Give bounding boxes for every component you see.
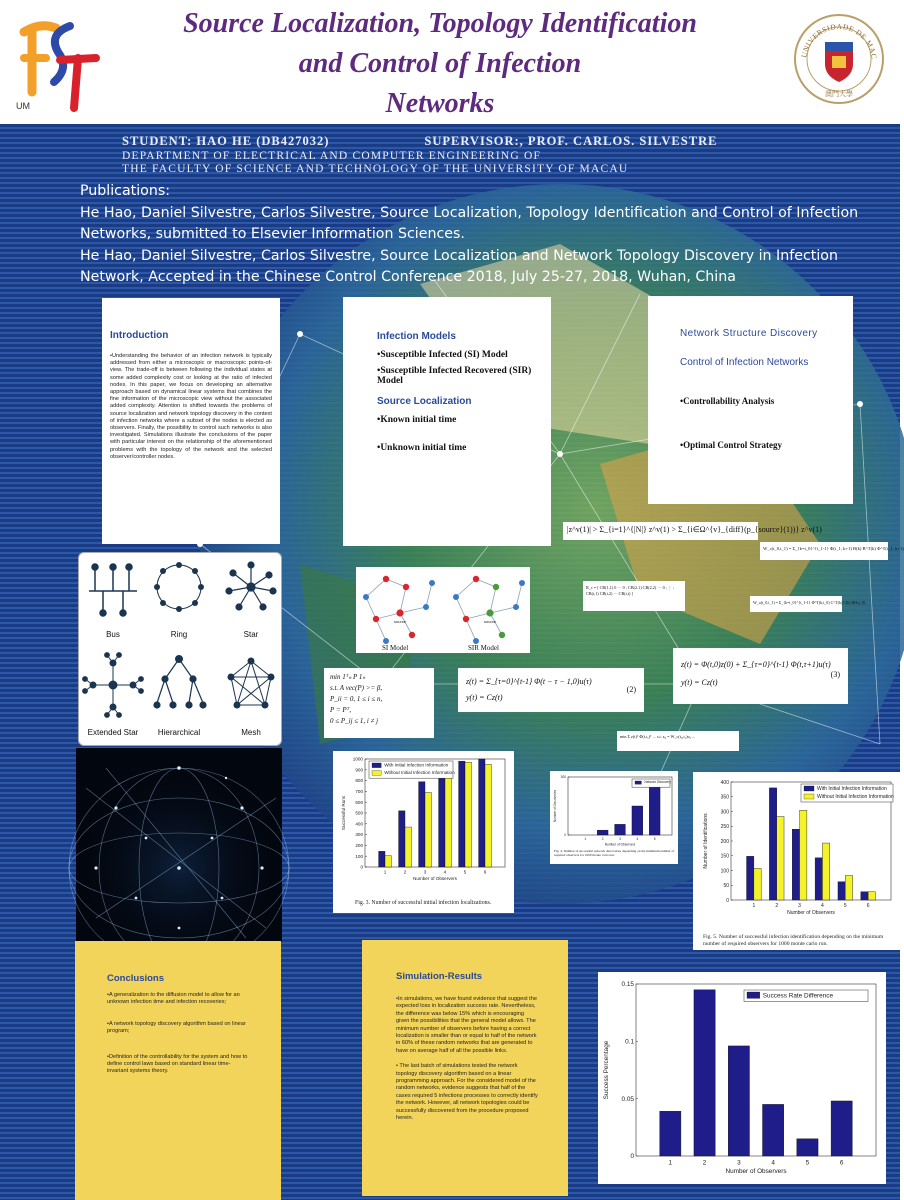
bar [797, 1139, 818, 1156]
x-tick-label: 2 [601, 837, 604, 842]
x-tick-label: 1 [383, 869, 387, 875]
bar [822, 843, 829, 900]
y-tick-label: 250 [720, 824, 729, 830]
publication-item: He Hao, Daniel Silvestre, Carlos Silvestre, Source Localization, Topology Identification and Control of Infection Networks, submitted to Elsevier Information Sciences. [80, 204, 859, 242]
bar [769, 788, 776, 900]
x-axis-label: Number of Observers [725, 1167, 787, 1175]
legend-swatch [747, 992, 760, 998]
star-topology-icon [226, 562, 276, 610]
y-tick-label: 0 [360, 864, 363, 870]
topology-label: Bus [106, 630, 120, 639]
fig4-caption: Fig. 4. Number of successful network discoveries depending on the minimum number of required observers for 1000 monte carlo run. [554, 849, 675, 858]
poster-header [0, 0, 900, 124]
topology-diagrams [79, 553, 283, 747]
simulation-results-heading: Simulation-Results [396, 971, 483, 982]
y-tick-label: 600 [355, 799, 363, 805]
bar [792, 829, 799, 900]
bar [845, 876, 852, 900]
university-of-macau-seal [792, 12, 886, 106]
publications-heading: Publications: [80, 183, 171, 199]
network-structure-panel [648, 296, 853, 504]
si-sir-network-figure [356, 567, 530, 653]
y-axis-label: Successful Runs [341, 795, 346, 831]
conclusion-item: •Definition of the controllability for the system and how to define control laws based on standard linear time-invariant systems theory. [107, 1053, 248, 1075]
introduction-text: •Understanding the behavior of an infection network is typically addressed from either a microscopic or macroscopic points-of-view. The trade-off is between following the individual states at some added complexity cost or looking at the ratio of infected nodes. In this paper, we focus on developing an alternative approach based on dynamical linear systems that combines the fine information of the microscopic view without the associated added complexity. Attention is shifted towards the problems of source localization and network topology discovery in the context of infection networks where a subset of the nodes is elected as observers. Finally, the possibility to control such networks is also investigated. Simulations illustrate the conclusions of the paper with particular interest on the relationship of the aforementioned problems with the topology of the network and the selected observer/controller nodes. [110, 353, 272, 460]
legend [744, 990, 868, 1001]
author-line [122, 134, 842, 149]
extended-star-topology-icon [83, 653, 144, 718]
legend-label: With Initial Infection Information [384, 762, 449, 768]
equation-gramian-c [760, 542, 904, 560]
figure-4 [550, 771, 678, 864]
topology-label: Mesh [241, 728, 261, 737]
y-tick-label: 900 [355, 767, 363, 773]
bar [728, 1046, 749, 1156]
x-tick-label: 4 [821, 903, 824, 909]
optimal-control-item: •Optimal Control Strategy [680, 440, 782, 450]
legend [369, 761, 455, 778]
network-structure-heading: Network Structure Discovery [680, 328, 818, 339]
equation-3-line: z(t) = Φ(t,0)z(0) + Σ_{τ=0}^{t-1} Φ(t,τ+1)u(τ) [681, 660, 831, 669]
y-axis-label: Success Percentage [603, 1040, 610, 1100]
y-axis-label: Number of Discoveries [553, 789, 557, 823]
bar [800, 810, 807, 900]
topology-label: Ring [170, 630, 188, 639]
equation-2 [458, 668, 644, 712]
mesh-topology-icon [228, 658, 274, 708]
student-name: STUDENT: HAO HE (DB427032) [122, 134, 330, 148]
sir-model-label: SIR Model [468, 644, 499, 652]
y-tick-label: 400 [720, 779, 729, 786]
x-tick-label: 1 [584, 837, 587, 842]
y-tick-label: 350 [720, 794, 729, 801]
legend-label: Without Initial Infection Information [384, 770, 455, 776]
y-tick-label: 50 [723, 883, 729, 889]
bar [649, 787, 660, 835]
x-axis-label: Number of Observers [604, 842, 636, 847]
equation-matrix-text: R_c = [ CB(1,1) 0 ··· 0 ; CB(2,1) CB(2,2) ··· 0 ; ⋮ ; CB(t,1) CB(t,2) ··· CB(t,t) ] [586, 585, 675, 596]
y-tick-label: 0.05 [621, 1095, 634, 1103]
equation-small [617, 731, 739, 751]
bar [479, 759, 485, 867]
x-tick-label: 2 [702, 1159, 707, 1167]
source-item-known: •Known initial time [377, 415, 457, 425]
lp-constraint: s.t. A vec(P) >= β, [330, 684, 383, 692]
legend-label: Network Discovery [644, 780, 671, 785]
lp-constraint: P = Pᵀ, [330, 706, 352, 714]
title-line: Source Localization, Topology Identification [183, 8, 697, 39]
conclusion-item: •A generalization to the diffusion model to allow for an unknown infection time and infection recoveries; [107, 992, 240, 1006]
fig5-caption: Fig. 5. Number of successful infection identification depending on the minimum number of required observers for 1000 monte carlo run. [703, 934, 884, 947]
figure-3 [333, 751, 514, 913]
fig3-caption: Fig. 3. Number of successful initial infection localizations. [355, 900, 492, 906]
bar [465, 762, 471, 867]
success-rate-figure [598, 972, 886, 1184]
bar [459, 761, 465, 867]
bar [815, 858, 822, 900]
publications-section [80, 181, 870, 289]
y-tick-label: 100 [720, 868, 729, 875]
equation-2-number: (2) [626, 685, 636, 694]
y-tick-label: 1000 [352, 756, 363, 762]
bar [763, 1104, 784, 1156]
y-tick-label: 700 [355, 789, 363, 795]
legend-label: Without Initial Infection Information [817, 794, 894, 800]
topologies-figure [78, 552, 282, 746]
equation-2-line: z(t) = Σ_{τ=0}^{t-1} Φ(t − τ − 1,0)u(τ) [466, 677, 592, 686]
introduction-panel [102, 298, 280, 544]
lp-objective: min 1ᵀₙ P 1ₙ [330, 673, 366, 681]
department-line: DEPARTMENT OF ELECTRICAL AND COMPUTER ENGINEERING OF [122, 150, 542, 162]
network-sphere-graphic [76, 748, 282, 942]
supervisor-name: SUPERVISOR:, PROF. CARLOS. SILVESTRE [424, 134, 718, 148]
x-tick-label: 5 [843, 903, 847, 909]
source-localization-heading: Source Localization [377, 396, 472, 407]
x-tick-label: 5 [463, 869, 467, 875]
y-tick-label: 300 [355, 832, 363, 838]
x-tick-label: 1 [752, 903, 756, 909]
y-axis-label: Number of Identifications [703, 813, 709, 869]
bar [405, 827, 411, 867]
equation-gramian-o-text: W_o(t_0,t_1) = Σ_{k=t_0}^{t_1-1} Φ^T(k,t_0) C^T(k) C(k) Φ(k,t_0) [753, 600, 866, 605]
figure-5 [693, 772, 900, 950]
y-tick-label: 0 [726, 897, 729, 904]
bar [777, 817, 784, 900]
bar [615, 824, 626, 835]
equation-small-text: min Σ z(t)ᵀ Φ(t,t₁)ᵀ ... s.t. z₀ = W_c(t₀,t₁)u₁ ... [620, 734, 696, 739]
simulation-paragraph: • The last batch of simulations tested the network topology discovery algorithm based on a linear programming approach. For the considered model of the random networks, evidence suggests that half of the cases required 5 infections processes to correctly identify the network. However, all network topologies could be successfully discovered from the procedure proposed herein. [396, 1063, 538, 1122]
title-line: Networks [385, 88, 495, 119]
bar [439, 765, 445, 867]
x-tick-label: 4 [771, 1159, 775, 1167]
lp-optimization-equation [324, 668, 434, 738]
conclusion-item: •A network topology discovery algorithm based on linear program; [107, 1020, 246, 1035]
fst-logo [10, 12, 100, 112]
x-axis-label: Number of Observers [413, 876, 457, 882]
bar [385, 856, 391, 867]
introduction-heading: Introduction [110, 330, 169, 341]
y-tick-label: 300 [720, 809, 729, 816]
si-model-label: SI Model [382, 644, 409, 652]
topology-label: Extended Star [87, 728, 139, 737]
fig3-bar-chart [333, 751, 514, 899]
bus-topology-icon [89, 564, 137, 616]
equation-matrix [583, 581, 685, 611]
bar [632, 806, 643, 835]
x-tick-label: 6 [866, 903, 870, 909]
equation-3-line: y(t) = Cz(t) [681, 678, 718, 687]
faculty-line: THE FACULTY OF SCIENCE AND TECHNOLOGY OF THE UNIVERSITY OF MACAU [122, 163, 629, 175]
equation-2-line: y(t) = Cz(t) [466, 693, 503, 702]
bar [597, 830, 608, 835]
y-tick-label: 0 [564, 833, 566, 838]
source-node-label: source [394, 619, 407, 624]
y-tick-label: 0.15 [621, 981, 634, 989]
poster-title [120, 4, 760, 124]
legend-swatch [372, 771, 381, 776]
legend-swatch [372, 763, 381, 768]
bar [868, 892, 875, 900]
control-heading: Control of Infection Networks [680, 357, 809, 368]
y-tick-label: 0 [630, 1153, 634, 1161]
equation-3 [673, 648, 848, 704]
legend-swatch [804, 794, 814, 799]
legend [801, 784, 894, 802]
bar [399, 811, 405, 867]
seal-chinese-text: 澳門大學 [825, 90, 853, 98]
x-tick-label: 6 [483, 869, 487, 875]
x-tick-label: 2 [403, 869, 407, 875]
y-tick-label: 200 [355, 843, 363, 849]
bar [660, 1111, 681, 1156]
y-tick-label: 500 [355, 810, 363, 816]
bar [838, 882, 845, 900]
x-tick-label: 5 [653, 837, 656, 842]
y-tick-label: 400 [355, 821, 363, 827]
infection-models-panel [343, 297, 551, 546]
title-line: and Control of Infection [298, 48, 582, 79]
bar [445, 773, 451, 867]
bar [831, 1101, 852, 1156]
fig4-bar-chart [550, 771, 678, 847]
bar [747, 856, 754, 900]
legend [632, 779, 671, 787]
bar [485, 764, 491, 867]
simulation-results-panel [362, 940, 568, 1196]
hierarchical-topology-icon [154, 656, 206, 708]
y-tick-label: 150 [720, 853, 729, 860]
x-tick-label: 2 [775, 903, 779, 909]
bar [419, 782, 425, 867]
ring-nodes [154, 562, 204, 612]
equation-top-text: |z^v(1)| > Σ_{i=1}^{|N|} z^v(1) > Σ_{i∈Ω^{v}_{diff}(p_{source}(1))} z^v(1) [567, 525, 822, 534]
legend-swatch [635, 781, 641, 784]
si-sir-network-graphs [356, 567, 530, 653]
x-tick-label: 1 [668, 1159, 673, 1167]
seal-ring-text: UNIVERSIDADE DE MAC [799, 21, 879, 60]
controllability-item: •Controllability Analysis [680, 396, 775, 406]
success-rate-bar-chart [598, 972, 886, 1184]
source-item-unknown: •Unknown initial time [377, 443, 467, 453]
conclusions-heading: Conclusions [107, 973, 165, 984]
publication-item: He Hao, Daniel Silvestre, Carlos Silvestre, Source Localization and Network Topology Discovery in Infection Network, Accepted in the Chinese Control Conference 2018, July 25-27, 2018, Wuhan, China [80, 247, 838, 285]
equation-top [563, 522, 822, 540]
model-item-si: •Susceptible Infected (SI) Model [377, 350, 508, 360]
x-axis-label: Number of Observers [787, 910, 835, 916]
x-tick-label: 4 [443, 869, 447, 875]
y-tick-label: 100 [355, 853, 363, 859]
equation-gramian-o [750, 596, 866, 612]
x-tick-label: 4 [636, 837, 639, 842]
model-item-sir: •Susceptible Infected Recovered (SIR) Model [377, 366, 532, 386]
infection-models-heading: Infection Models [377, 331, 456, 342]
x-tick-label: 3 [423, 869, 427, 875]
y-tick-label: 300 [560, 775, 566, 780]
bar [694, 990, 715, 1156]
topology-label: Star [243, 630, 259, 639]
equation-3-number: (3) [830, 670, 840, 679]
legend-label: Success Rate Difference [762, 992, 834, 1000]
x-tick-label: 3 [619, 837, 621, 842]
lp-constraint: 0 ≤ P_ij ≤ 1, i ≠ j [330, 717, 379, 725]
legend-label: With Initial Infection Information [817, 786, 887, 792]
source-node-label: source [484, 619, 497, 624]
x-tick-label: 3 [737, 1159, 741, 1167]
equation-gramian-c-text: W_c(t_0,t_1) = Σ_{k=t_0}^{t_1-1} Φ(t_1, k+1) B(k) B^T(k) Φ^T(t_1, k+1) [763, 546, 904, 551]
legend-swatch [804, 786, 814, 791]
fst-logo-small: UM [16, 101, 30, 111]
simulation-paragraph: •In simulations, we have found evidence that suggest the expected loss in localization success rate. Nevertheless, the difference was below 15% which is encouraging given the possibilities that the general model allows. The minimum number of observers before having a correct localization is smaller than or equal to half of the network in 60% of these random networks that are generated to have on average half of all the possible links. [396, 996, 537, 1054]
bar [861, 892, 868, 900]
topology-label: Hierarchical [157, 728, 201, 737]
y-tick-label: 0.1 [625, 1038, 634, 1046]
x-tick-label: 3 [798, 903, 801, 909]
bar [379, 851, 385, 867]
x-tick-label: 5 [805, 1159, 810, 1167]
network-sphere-image [76, 748, 282, 942]
bar [425, 792, 431, 867]
y-tick-label: 200 [720, 838, 729, 845]
bar [754, 868, 761, 900]
fig5-bar-chart [693, 772, 900, 926]
x-tick-label: 6 [839, 1159, 844, 1167]
y-tick-label: 800 [355, 778, 363, 784]
lp-constraint: P_ii = 0, 1 ≤ i ≤ n, [330, 695, 383, 703]
conclusions-panel [75, 941, 281, 1200]
